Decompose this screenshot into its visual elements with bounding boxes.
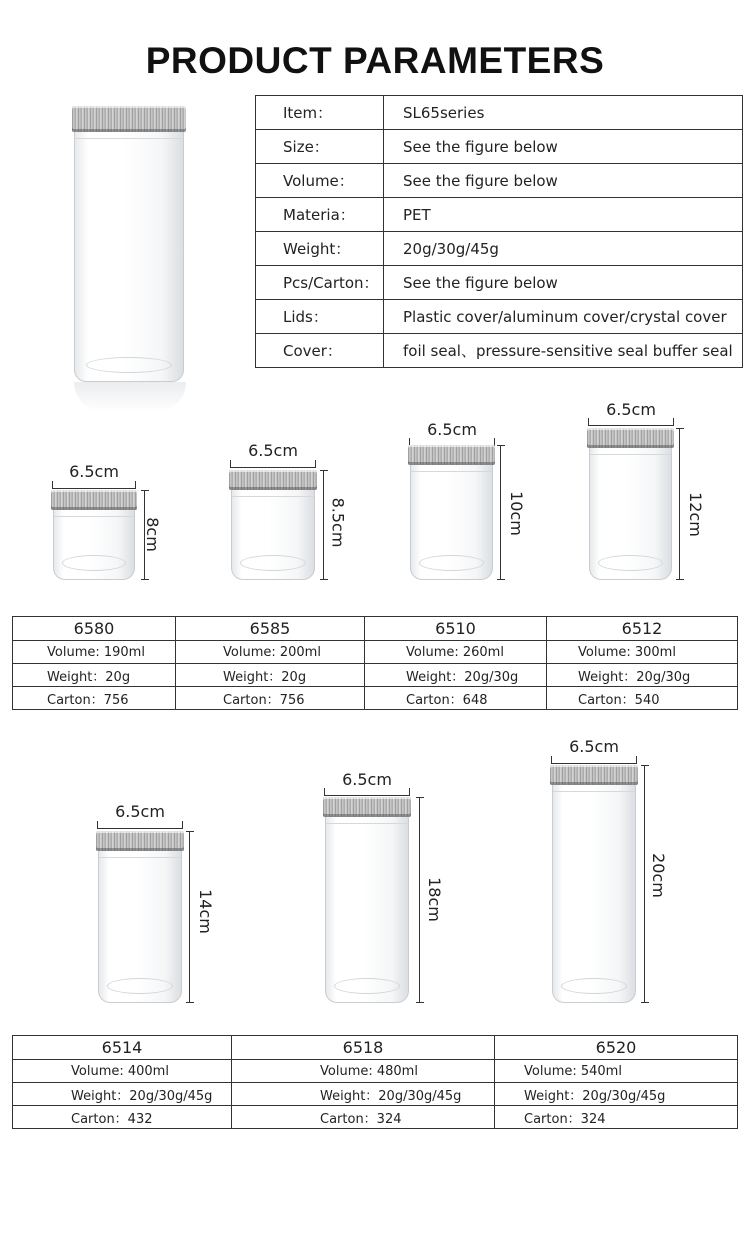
spec-value: See the figure below [384,266,743,300]
spec-row-weight [256,232,743,266]
spec-value: SL65series [384,96,743,130]
model-weight: Weight：20g/30g [547,664,738,687]
spec-row-item [256,96,743,130]
page-title: PRODUCT PARAMETERS [145,40,605,81]
height-label: 10cm [506,491,526,536]
spec-key: Cover： [256,334,384,368]
width-dimension-line [97,821,183,829]
hero-jar-image [72,106,186,382]
model-carton: Carton：756 [176,687,365,710]
model-weight: Weight：20g/30g/45g [495,1083,738,1106]
model-carton: Carton：540 [547,687,738,710]
height-label: 20cm [648,853,668,898]
model-code: 6518 [232,1036,495,1060]
model-volume: Volume: 190ml [13,641,176,664]
spec-key: Size： [256,130,384,164]
width-dimension-line [551,756,637,764]
model-weight: Weight：20g/30g [365,664,547,687]
model-volume: Volume: 200ml [176,641,365,664]
model-weight: Weight：20g/30g/45g [13,1083,232,1106]
width-label: 6.5cm [115,802,165,821]
spec-key: Lids： [256,300,384,334]
spec-row-material [256,198,743,232]
width-dimension-line [52,481,136,489]
jar-6512-image [587,428,674,580]
width-label: 6.5cm [342,770,392,789]
height-label: 18cm [424,877,444,922]
model-volume: Volume: 260ml [365,641,547,664]
spec-row-lids [256,300,743,334]
model-volume: Volume: 400ml [13,1060,232,1083]
spec-value: foil seal、pressure-sensitive seal buffer seal [384,334,743,368]
height-label: 12cm [685,492,705,537]
spec-row-carton [256,266,743,300]
jar-reflection [74,382,186,412]
model-weight: Weight：20g [176,664,365,687]
width-label: 6.5cm [427,420,477,439]
width-dimension-line [230,460,316,468]
width-label: 6.5cm [69,462,119,481]
model-weight: Weight：20g [13,664,176,687]
spec-value: See the figure below [384,164,743,198]
height-dimension-line [497,445,505,580]
height-dimension-line [416,797,424,1003]
model-table-row1 [12,616,738,710]
width-label: 6.5cm [606,400,656,419]
model-carton: Carton：432 [13,1106,232,1129]
model-carton: Carton：324 [232,1106,495,1129]
jar-6520-image [550,765,638,1003]
spec-value: Plastic cover/aluminum cover/crystal cover [384,300,743,334]
model-volume: Volume: 300ml [547,641,738,664]
width-label: 6.5cm [569,737,619,756]
spec-key: Item： [256,96,384,130]
model-code: 6580 [13,617,176,641]
model-carton: Carton：324 [495,1106,738,1129]
spec-key: Volume： [256,164,384,198]
model-volume: Volume: 480ml [232,1060,495,1083]
spec-value: PET [384,198,743,232]
height-label: 8.5cm [328,497,348,548]
width-dimension-line [588,418,674,426]
height-label: 8cm [142,517,162,552]
model-weight: Weight：20g/30g/45g [232,1083,495,1106]
spec-value: 20g/30g/45g [384,232,743,266]
spec-table [255,95,743,368]
height-dimension-line [676,428,684,580]
jar-6514-image [96,831,184,1003]
spec-row-size [256,130,743,164]
spec-key: Materia： [256,198,384,232]
model-table-row2 [12,1035,738,1129]
width-label: 6.5cm [248,441,298,460]
height-dimension-line [186,831,194,1003]
model-carton: Carton：648 [365,687,547,710]
jar-6510-image [408,445,495,580]
width-dimension-line [324,788,410,796]
model-volume: Volume: 540ml [495,1060,738,1083]
height-label: 14cm [195,889,215,934]
spec-row-cover [256,334,743,368]
height-dimension-line [320,470,328,580]
jar-6585-image [229,470,317,580]
height-dimension-line [641,765,649,1003]
model-code: 6520 [495,1036,738,1060]
spec-key: Pcs/Carton： [256,266,384,300]
model-code: 6514 [13,1036,232,1060]
spec-row-volume [256,164,743,198]
spec-key: Weight： [256,232,384,266]
jar-6580-image [51,490,137,580]
model-carton: Carton：756 [13,687,176,710]
spec-value: See the figure below [384,130,743,164]
model-code: 6585 [176,617,365,641]
jar-6518-image [323,797,411,1003]
model-code: 6512 [547,617,738,641]
model-code: 6510 [365,617,547,641]
